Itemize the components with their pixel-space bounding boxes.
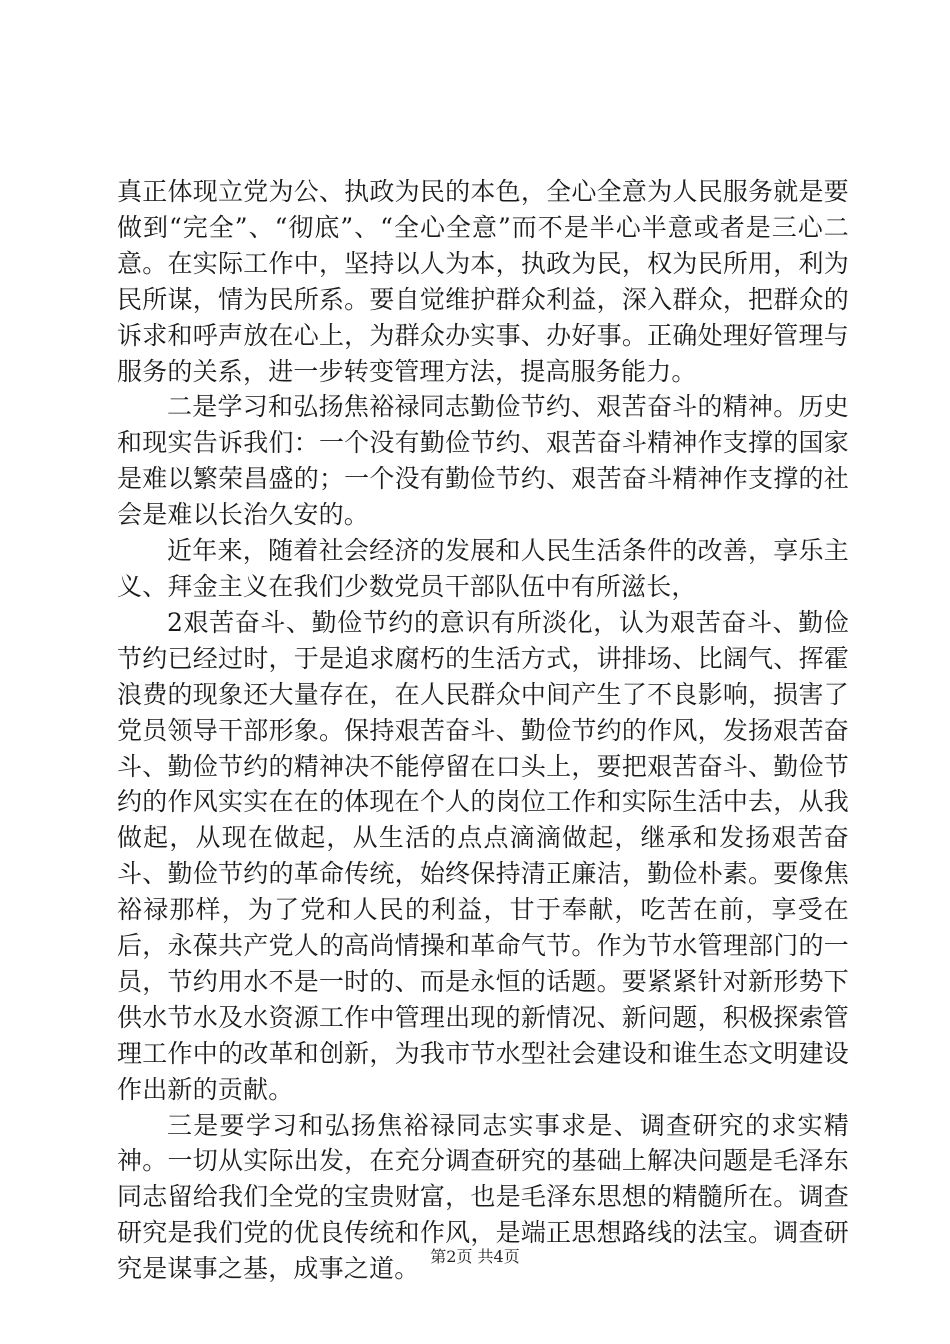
paragraph-3: 近年来，随着社会经济的发展和人民生活条件的改善，享乐主义、拜金主义在我们少数党员干部队伍中有所滋长， — [117, 536, 849, 601]
paragraph-1: 真正体现立党为公、执政为民的本色，全心全意为人民服务就是要做到“完全”、“彻底”、“全心全意”而不是半心半意或者是三心二意。在实际工作中，坚持以人为本，执政为民，权为民所用，利为民所谋，情为民所系。要自觉维护群众利益，深入群众，把群众的诉求和呼声放在心上，为群众办实事、办好事。正确处理好管理与服务的关系，进一步转变管理方法，提高服务能力。 — [117, 177, 849, 386]
document-body — [117, 174, 849, 1287]
paragraph-2: 二是学习和弘扬焦裕禄同志勤俭节约、艰苦奋斗的精神。历史和现实告诉我们：一个没有勤俭节约、艰苦奋斗精神作支撑的国家是难以繁荣昌盛的；一个没有勤俭节约、艰苦奋斗精神作支撑的社会是难以长治久安的。 — [117, 392, 849, 530]
paragraph-5: 三是要学习和弘扬焦裕禄同志实事求是、调查研究的求实精神。一切从实际出发，在充分调查研究的基础上解决问题是毛泽东同志留给我们全党的宝贵财富，也是毛泽东思想的精髓所在。调查研究是我们党的优良传统和作风，是端正思想路线的法宝。调查研究是谋事之基，成事之道。 — [117, 1110, 849, 1284]
page-footer: 第2页 共4页 — [430, 1247, 520, 1266]
paragraph-4: 2艰苦奋斗、勤俭节约的意识有所淡化，认为艰苦奋斗、勤俭节约已经过时，于是追求腐朽的生活方式，讲排场、比阔气、挥霍浪费的现象还大量存在，在人民群众中间产生了不良影响，损害了党员领导干部形象。保持艰苦奋斗、勤俭节约的作风，发扬艰苦奋斗、勤俭节约的精神决不能停留在口头上，要把艰苦奋斗、勤俭节约的作风实实在在的体现在个人的岗位工作和实际生活中去，从我做起，从现在做起，从生活的点点滴滴做起，继承和发扬艰苦奋斗、勤俭节约的革命传统，始终保持清正廉洁，勤俭朴素。要像焦裕禄那样，为了党和人民的利益，甘于奉献，吃苦在前，享受在后，永葆共产党人的高尚情操和革命气节。作为节水管理部门的一员，节约用水不是一时的、而是永恒的话题。要紧紧针对新形势下供水节水及水资源工作中管理出现的新情况、新问题，积极探索管理工作中的改革和创新，为我市节水型社会建设和谁生态文明建设作出新的贡献。 — [117, 607, 849, 1104]
